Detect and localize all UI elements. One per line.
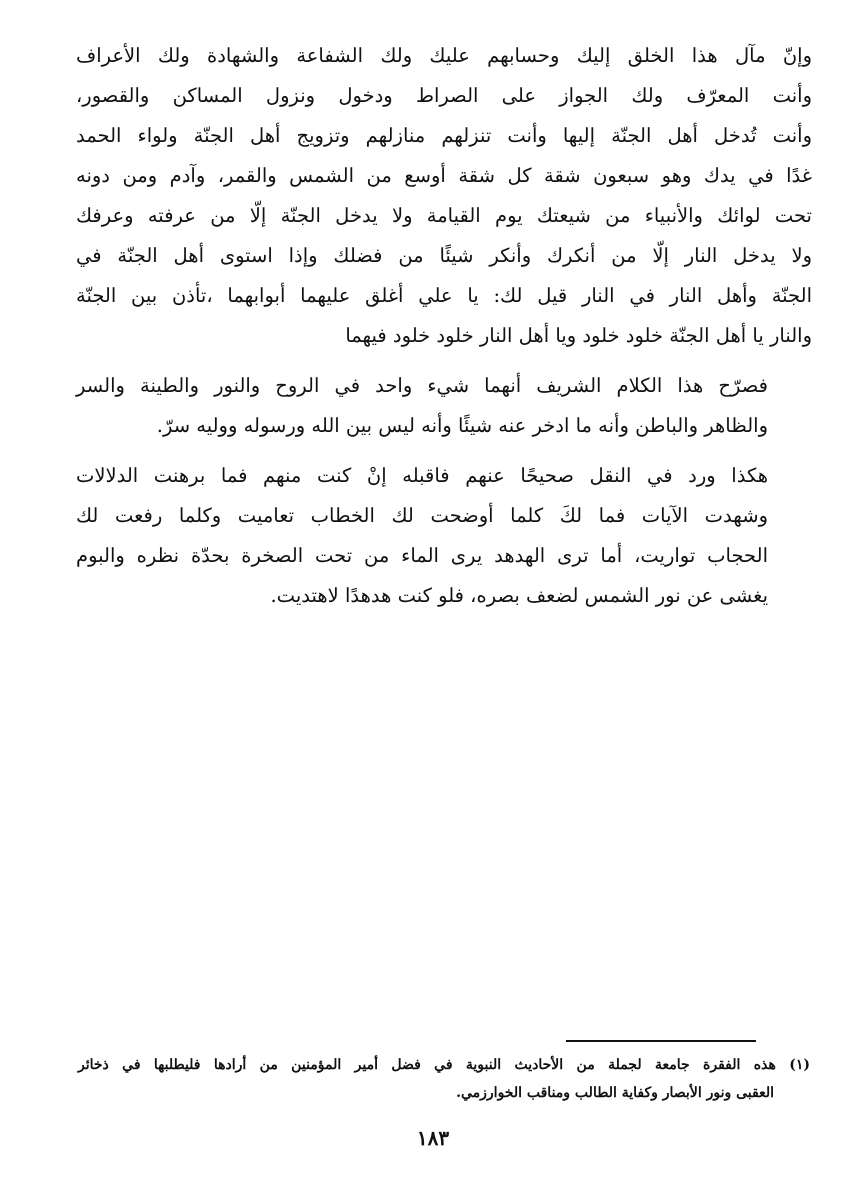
paragraph-2 [76,366,812,446]
page-number: ١٨٣ [416,1126,450,1150]
text-line: تحت لوائك والأنبياء من شيعتك يوم القيامة ولا يدخل الجنّة إلّا من عرفته وعرفك [76,204,812,227]
text-line: فصرّح هذا الكلام الشريف أنهما شيء واحد في الروح والنور والطينة والسر [76,374,768,397]
paragraph-1 [76,36,812,356]
main-text [76,36,812,616]
text-line: يغشى عن نور الشمس لضعف بصره، فلو كنت هدهدًا لاهتديت. [270,584,768,607]
text-line: وشهدت الآيات فما لكَ كلما أوضحت لك الخطاب تعاميت وكلما رفعت لك [76,504,768,527]
text-line: الحجاب تواريت، أما ترى الهدهد يرى الماء من تحت الصخرة بحدّة نظره والبوم [76,544,768,567]
paragraph-3 [76,456,812,616]
footnote-line: العقبى ونور الأبصار وكفاية الطالب ومناقب الخوارزمي. [456,1085,774,1101]
text-line: والنار يا أهل الجنّة خلود خلود ويا أهل النار خلود خلود فيهما [345,324,812,347]
text-line: غدًا في يدك وهو سبعون شقة كل شقة أوسع من الشمس والقمر، وآدم ومن دونه [76,164,812,187]
text-line: الجنّة وأهل النار في النار قيل لك: يا علي أغلق عليهما أبوابهما ،تأذن بين الجنّة [76,284,812,307]
text-line: ولا يدخل النار إلّا من أنكرك وأنكر شيئًا من فضلك وإذا استوى أهل الجنّة في [76,244,812,267]
footnote-line: (١) هذه الفقرة جامعة لجملة من الأحاديث النبوية في فضل أمير المؤمنين من أرادها فليطلبها في ذخائر [78,1057,810,1073]
text-line: والظاهر والباطن وأنه ما ادخر عنه شيئًا وأنه ليس بين الله ورسوله ووليه سرّ. [156,414,768,437]
text-line: وإنّ مآل هذا الخلق إليك وحسابهم عليك ولك الشفاعة والشهادة ولك الأعراف [76,44,812,67]
text-line: وأنت تُدخل أهل الجنّة إليها وأنت تنزلهم منازلهم وتزويج أهل الجنّة ولواء الحمد [76,124,812,147]
footnote-separator [566,1040,756,1042]
footnote [78,1051,810,1107]
text-line: هكذا ورد في النقل صحيحًا عنهم فاقبله إنْ كنت منهم فما برهنت الدلالات [76,464,768,487]
text-line: وأنت المعرّف ولك الجواز على الصراط ودخول ونزول المساكن والقصور، [76,84,812,107]
